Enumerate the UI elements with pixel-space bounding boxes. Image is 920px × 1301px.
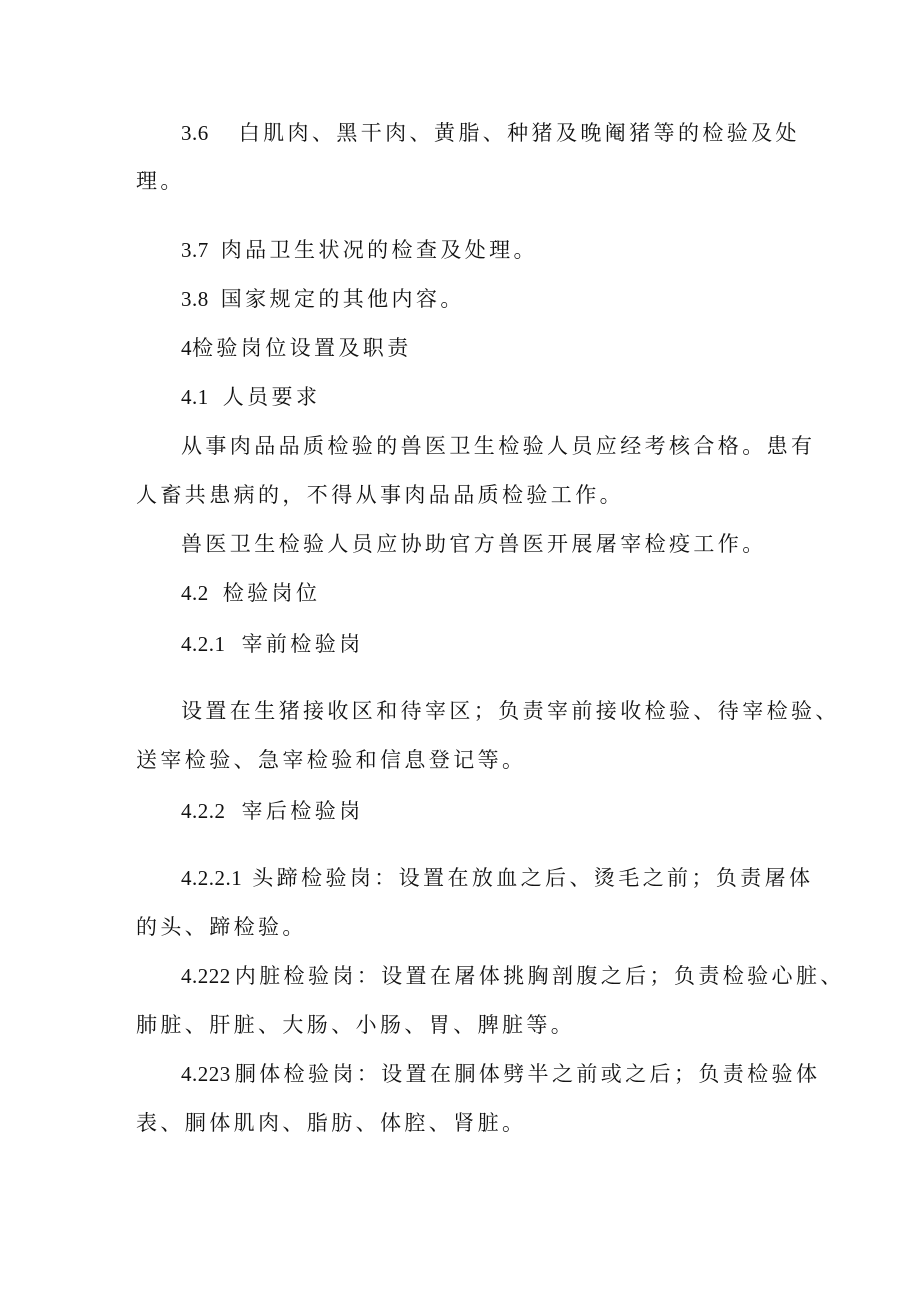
section-number: 4.2 [181, 581, 209, 605]
paragraph-3-6-line-1 [181, 119, 800, 147]
heading-4-2-1 [181, 630, 364, 658]
paragraph-text: 头蹄检验岗：设置在放血之后、烫毛之前；负责屠体 [252, 866, 814, 890]
paragraph-4-2-2-1-line-1 [181, 864, 813, 892]
section-number: 4.2.2 [181, 799, 226, 823]
paragraph-text: 表、胴体肌肉、脂肪、体腔、肾脏。 [136, 1111, 527, 1135]
paragraph-text: 白肌肉、黑干肉、黄脂、种猪及晚阉猪等的检验及处 [238, 121, 800, 145]
heading-text: 人员要求 [222, 385, 321, 409]
paragraph-3-7 [181, 236, 538, 264]
heading-text: 检验岗位 [222, 581, 321, 605]
section-number: 4.222 [181, 964, 231, 988]
paragraph-4-2-2-1-line-2 [136, 913, 307, 941]
paragraph-text: 肉品卫生状况的检查及处理。 [220, 238, 538, 262]
paragraph-text: 国家规定的其他内容。 [220, 287, 465, 311]
section-number: 4.1 [181, 385, 209, 409]
paragraph-3-8 [181, 285, 465, 313]
section-number: 3.7 [181, 238, 209, 262]
paragraph-text: 理。 [136, 169, 185, 193]
paragraph-text: 送宰检验、急宰检验和信息登记等。 [136, 748, 527, 772]
paragraph-text: 兽医卫生检验人员应协助官方兽医开展屠宰检疫工作。 [181, 532, 767, 556]
paragraph-text: 肺脏、肝脏、大肠、小肠、胃、脾脏等。 [136, 1013, 576, 1037]
section-number: 3.8 [181, 287, 209, 311]
section-number: 4 [181, 336, 192, 360]
paragraph-text: 人畜共患病的，不得从事肉品品质检验工作。 [136, 483, 624, 507]
paragraph-4-2-1-line-1 [181, 697, 840, 725]
section-number: 4.223 [181, 1062, 231, 1086]
paragraph-text: 设置在生猪接收区和待宰区；负责宰前接收检验、待宰检验、 [181, 699, 840, 723]
section-number: 3.6 [181, 121, 209, 145]
heading-text: 宰前检验岗 [241, 632, 364, 656]
heading-4-2 [181, 579, 320, 607]
section-number: 4.2.1 [181, 632, 226, 656]
paragraph-4-1-a-line-1 [181, 432, 815, 460]
heading-4 [181, 334, 412, 362]
paragraph-text: 胴体检验岗：设置在胴体劈半之前或之后；负责检验体 [234, 1062, 821, 1086]
section-number: 4.2.2.1 [181, 866, 243, 890]
heading-4-2-2 [181, 797, 364, 825]
paragraph-4-1-b [181, 530, 767, 558]
paragraph-text: 的头、蹄检验。 [136, 915, 307, 939]
paragraph-4-1-a-line-2 [136, 481, 624, 509]
paragraph-4-2-2-3-line-2 [136, 1109, 526, 1137]
paragraph-text: 内脏检验岗：设置在屠体挑胸剖腹之后；负责检验心脏、 [234, 964, 845, 988]
paragraph-4-2-2-3-line-1 [181, 1060, 820, 1088]
paragraph-3-6-line-2 [136, 167, 185, 195]
paragraph-4-2-2-2-line-2 [136, 1011, 575, 1039]
heading-text: 检验岗位设置及职责 [192, 336, 412, 360]
heading-text: 宰后检验岗 [241, 799, 364, 823]
paragraph-text: 从事肉品品质检验的兽医卫生检验人员应经考核合格。患有 [181, 434, 816, 458]
paragraph-4-2-2-2-line-1 [181, 962, 845, 990]
paragraph-4-2-1-line-2 [136, 746, 526, 774]
heading-4-1 [181, 383, 320, 411]
